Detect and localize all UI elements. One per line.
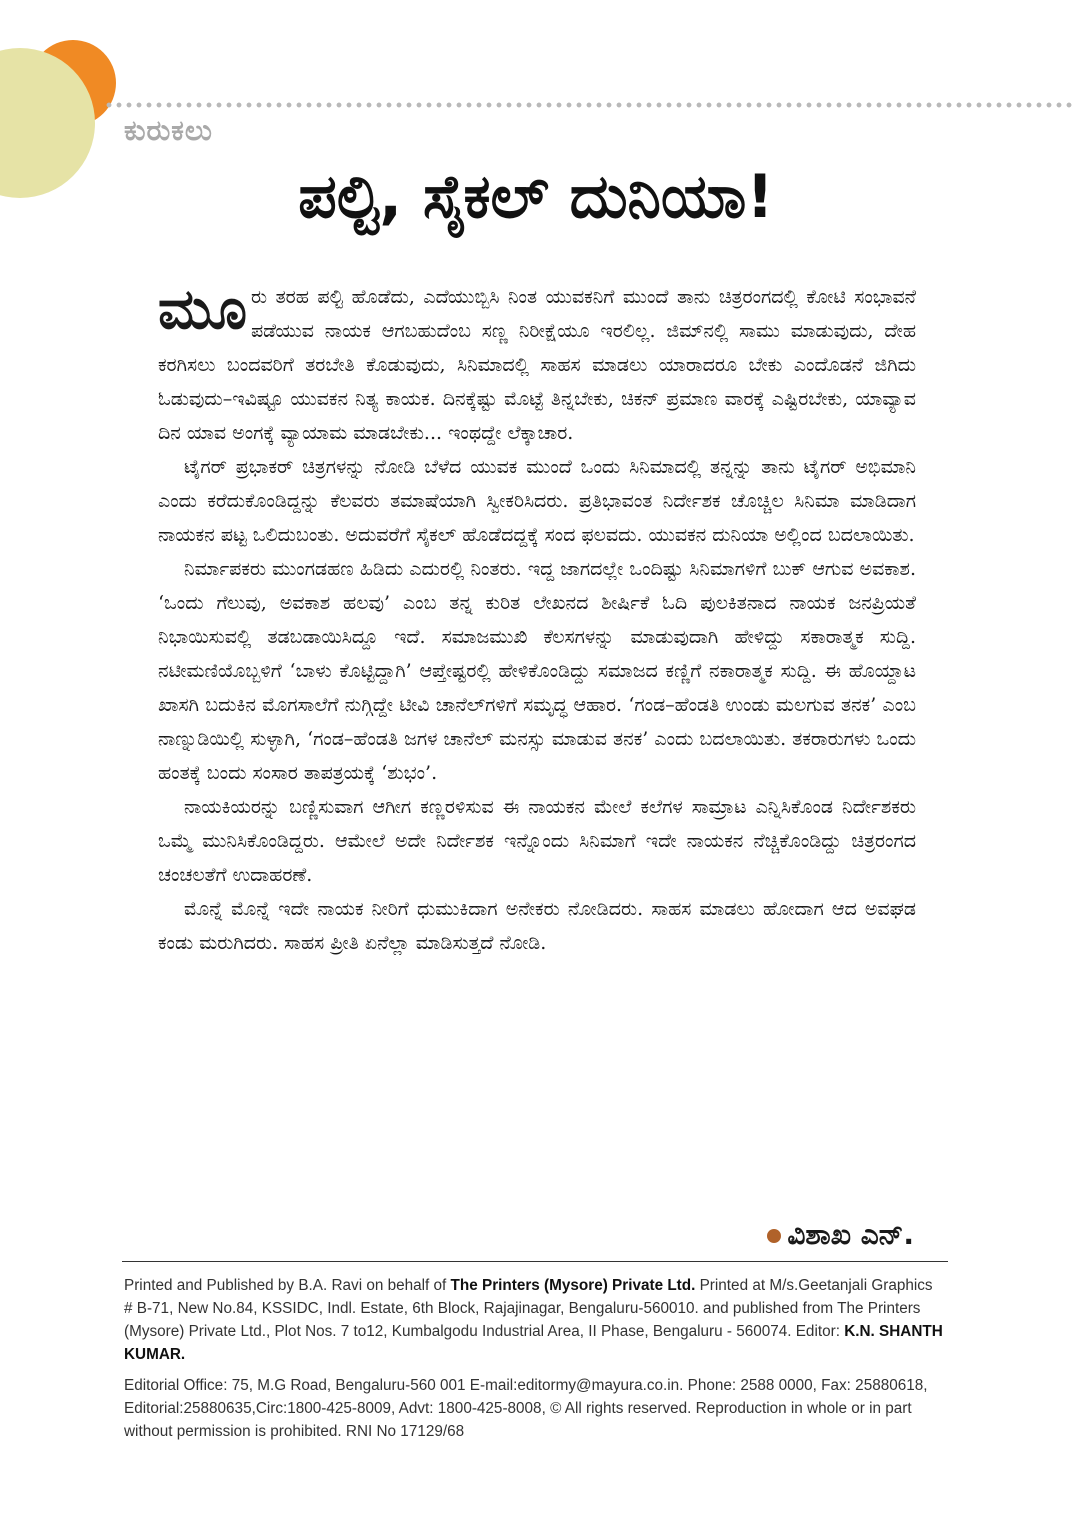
author-name: ವಿಶಾಖ ಎನ್.	[787, 1218, 914, 1251]
dotted-divider	[104, 101, 1072, 109]
article-paragraph: ನಿರ್ಮಾಪಕರು ಮುಂಗಡಹಣ ಹಿಡಿದು ಎದುರಲ್ಲಿ ನಿಂತರು. ಇದ್ದ ಜಾಗದಲ್ಲೇ ಒಂದಿಷ್ಟು ಸಿನಿಮಾಗಳಿಗೆ ಬುಕ್ ಆಗುವ ಅವಕಾಶ. ‘ಒಂದು ಗೆಲುವು, ಅವಕಾಶ ಹಲವು’ ಎಂಬ ತನ್ನ ಕುರಿತ ಲೇಖನದ ಶೀರ್ಷಿಕೆ ಓದಿ ಪುಲಕಿತನಾದ ನಾಯಕ ಜನಪ್ರಿಯತೆ ನಿಭಾಯಿಸುವಲ್ಲಿ ತಡಬಡಾಯಿಸಿದ್ದೂ ಇದೆ. ಸಮಾಜಮುಖಿ ಕೆಲಸಗಳನ್ನು ಮಾಡುವುದಾಗಿ ಹೇಳಿದ್ದು ಸಕಾರಾತ್ಮಕ ಸುದ್ದಿ. ನಟೀಮಣಿಯೊಬ್ಬಳಿಗೆ ‘ಬಾಳು ಕೊಟ್ಟಿದ್ದಾಗಿ’ ಆಪ್ತೇಷ್ಟರಲ್ಲಿ ಹೇಳಿಕೊಂಡಿದ್ದು ಸಮಾಜದ ಕಣ್ಣಿಗೆ ನಕಾರಾತ್ಮಕ ಸುದ್ದಿ. ಈ ಹೊಯ್ದಾಟ ಖಾಸಗಿ ಬದುಕಿನ ಮೊಗಸಾಲೆಗೆ ನುಗ್ಗಿದ್ದೇ ಟೀವಿ ಚಾನೆಲ್‌ಗಳಿಗೆ ಸಮೃದ್ಧ ಆಹಾರ. ‘ಗಂಡ–ಹೆಂಡತಿ ಉಂಡು ಮಲಗುವ ತನಕ’ ಎಂಬ ನಾಣ್ನುಡಿಯಿಲ್ಲಿ ಸುಳ್ಳಾಗಿ, ‘ಗಂಡ–ಹೆಂಡತಿ ಜಗಳ ಚಾನೆಲ್ ಮನಸ್ಸು ಮಾಡುವ ತನಕ’ ಎಂದು ಬದಲಾಯಿತು. ತಕರಾರುಗಳು ಒಂದು ಹಂತಕ್ಕೆ ಬಂದು ಸಂಸಾರ ತಾಪತ್ರಯಕ್ಕೆ ‘ಶುಭಂ’.	[158, 558, 916, 784]
imprint-block	[124, 1274, 944, 1451]
bullet-icon	[767, 1229, 781, 1243]
imprint-contact: Editorial Office: 75, M.G Road, Bengaluru-560 001 E-mail:editormy@mayura.co.in. Phone: 2588 0000, Fax: 25880618, Editorial:25880635,Circ:1800-425-8009, Advt: 1800-425-8008, © All rights reserved. Reproduction in whole or in part without permission is prohibited. RNI No 17129/68	[124, 1377, 928, 1440]
section-label: ಕುರುಕಲು	[124, 114, 213, 147]
drop-cap: ಮೂ	[158, 277, 247, 342]
article-paragraph: ಮೊನ್ನೆ ಮೊನ್ನೆ ಇದೇ ನಾಯಕ ನೀರಿಗೆ ಧುಮುಕಿದಾಗ ಅನೇಕರು ನೋಡಿದರು. ಸಾಹಸ ಮಾಡಲು ಹೋದಾಗ ಆದ ಅವಘಡ ಕಂಡು ಮರುಗಿದರು. ಸಾಹಸ ಪ್ರೀತಿ ಏನೆಲ್ಲಾ ಮಾಡಿಸುತ್ತದೆ ನೋಡಿ.	[158, 898, 916, 954]
article-body	[158, 277, 916, 960]
article-paragraph: ಟೈಗರ್ ಪ್ರಭಾಕರ್ ಚಿತ್ರಗಳನ್ನು ನೋಡಿ ಬೆಳೆದ ಯುವಕ ಮುಂದೆ ಒಂದು ಸಿನಿಮಾದಲ್ಲಿ ತನ್ನನ್ನು ತಾನು ಟೈಗರ್ ಅಭಿಮಾನಿ ಎಂದು ಕರೆದುಕೊಂಡಿದ್ದನ್ನು ಕೆಲವರು ತಮಾಷೆಯಾಗಿ ಸ್ವೀಕರಿಸಿದರು. ಪ್ರತಿಭಾವಂತ ನಿರ್ದೇಶಕ ಚೊಚ್ಚಿಲ ಸಿನಿಮಾ ಮಾಡಿದಾಗ ನಾಯಕನ ಪಟ್ಟ ಒಲಿದುಬಂತು. ಅದುವರೆಗೆ ಸೈಕಲ್ ಹೊಡೆದದ್ದಕ್ಕೆ ಸಂದ ಫಲವದು. ಯುವಕನ ದುನಿಯಾ ಅಲ್ಲಿಂದ ಬದಲಾಯಿತು.	[158, 456, 916, 546]
article-paragraph: ಮೂರು ತರಹ ಪಲ್ಟಿ ಹೊಡೆದು, ಎದೆಯುಬ್ಬಿಸಿ ನಿಂತ ಯುವಕನಿಗೆ ಮುಂದೆ ತಾನು ಚಿತ್ರರಂಗದಲ್ಲಿ ಕೋಟಿ ಸಂಭಾವನೆ ಪಡೆಯುವ ನಾಯಕ ಆಗಬಹುದೆಂಬ ಸಣ್ಣ ನಿರೀಕ್ಷೆಯೂ ಇರಲಿಲ್ಲ. ಜಿಮ್‌ನಲ್ಲಿ ಸಾಮು ಮಾಡುವುದು, ದೇಹ ಕರಗಿಸಲು ಬಂದವರಿಗೆ ತರಬೇತಿ ಕೊಡುವುದು, ಸಿನಿಮಾದಲ್ಲಿ ಸಾಹಸ ಮಾಡಲು ಯಾರಾದರೂ ಬೇಕು ಎಂದೊಡನೆ ಜಿಗಿದು ಓಡುವುದು–ಇವಿಷ್ಟೂ ಯುವಕನ ನಿತ್ಯ ಕಾಯಕ. ದಿನಕ್ಕೆಷ್ಟು ಮೊಟ್ಟೆ ತಿನ್ನಬೇಕು, ಚಿಕನ್ ಪ್ರಮಾಣ ವಾರಕ್ಕೆ ಎಷ್ಟಿರಬೇಕು, ಯಾವ್ಯಾವ ದಿನ ಯಾವ ಅಂಗಕ್ಕೆ ವ್ಯಾಯಾಮ ಮಾಡಬೇಕು... ಇಂಥದ್ದೇ ಲೆಕ್ಕಾಚಾರ.	[158, 277, 916, 444]
footer-rule	[122, 1261, 948, 1262]
author-byline	[767, 1218, 914, 1252]
imprint-publisher: Printed and Published by B.A. Ravi on behalf of The Printers (Mysore) Private Ltd. Printed at M/s.Geetanjali Graphics # B-71, New No.84, KSSIDC, Indl. Estate, 6th Block, Rajajinagar, Bengaluru-560010. and published from The Printers (Mysore) Private Ltd., Plot Nos. 7 to12, Kumbalgodu Industrial Area, II Phase, Bengaluru - 560074. Editor: K.N. SHANTH KUMAR.	[124, 1277, 943, 1363]
article-title: ಪಲ್ಟಿ, ಸೈಕಲ್ ದುನಿಯಾ!	[298, 162, 774, 232]
article-paragraph: ನಾಯಕಿಯರನ್ನು ಬಣ್ಣಿಸುವಾಗ ಆಗೀಗ ಕಣ್ಣರಳಿಸುವ ಈ ನಾಯಕನ ಮೇಲೆ ಕಲೆಗಳ ಸಾಮ್ರಾಟ ಎನ್ನಿಸಿಕೊಂಡ ನಿರ್ದೇಶಕರು ಒಮ್ಮೆ ಮುನಿಸಿಕೊಂಡಿದ್ದರು. ಆಮೇಲೆ ಅದೇ ನಿರ್ದೇಶಕ ಇನ್ನೊಂದು ಸಿನಿಮಾಗೆ ಇದೇ ನಾಯಕನ ನೆಚ್ಚಿಕೊಂಡಿದ್ದು ಚಿತ್ರರಂಗದ ಚಂಚಲತೆಗೆ ಉದಾಹರಣೆ.	[158, 796, 916, 886]
